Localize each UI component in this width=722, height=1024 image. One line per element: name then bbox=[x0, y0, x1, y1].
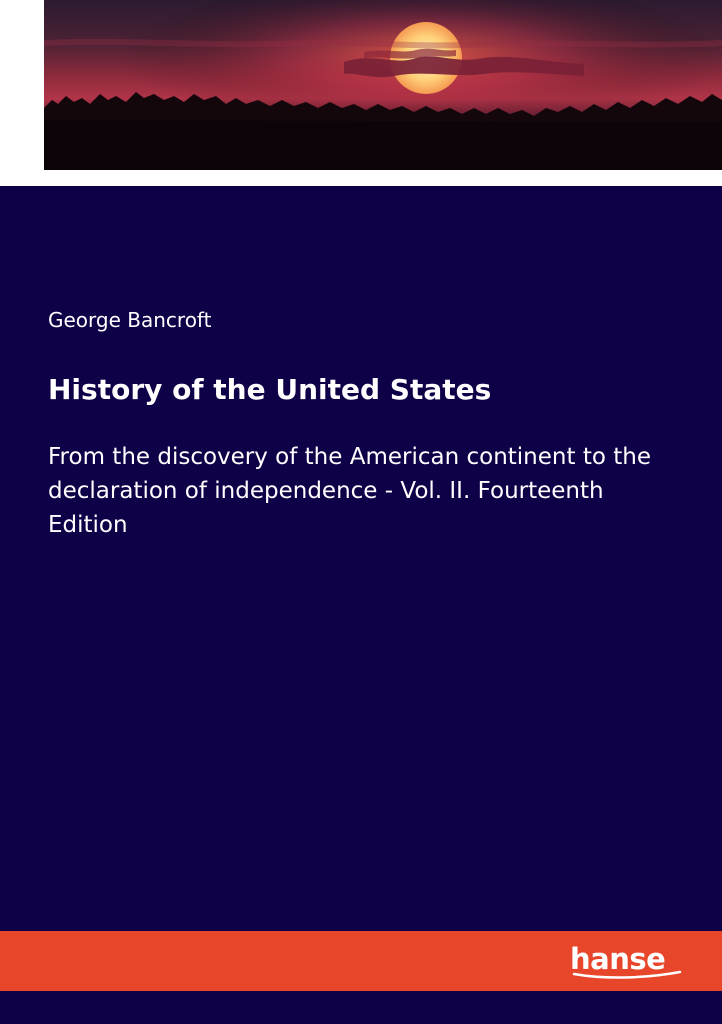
bottom-strip bbox=[0, 991, 722, 1024]
cover-panel bbox=[0, 186, 722, 931]
sunset-photo bbox=[44, 0, 722, 170]
publisher-logo bbox=[570, 942, 688, 982]
author-name: George Bancroft bbox=[48, 308, 212, 332]
book-subtitle: From the discovery of the American continent to the declaration of independence - Vol. II. Fourteenth Edition bbox=[48, 444, 651, 538]
logo-swoosh-icon bbox=[572, 970, 682, 980]
publisher-logo-text: hanse bbox=[570, 942, 666, 976]
book-title: History of the United States bbox=[48, 373, 492, 406]
